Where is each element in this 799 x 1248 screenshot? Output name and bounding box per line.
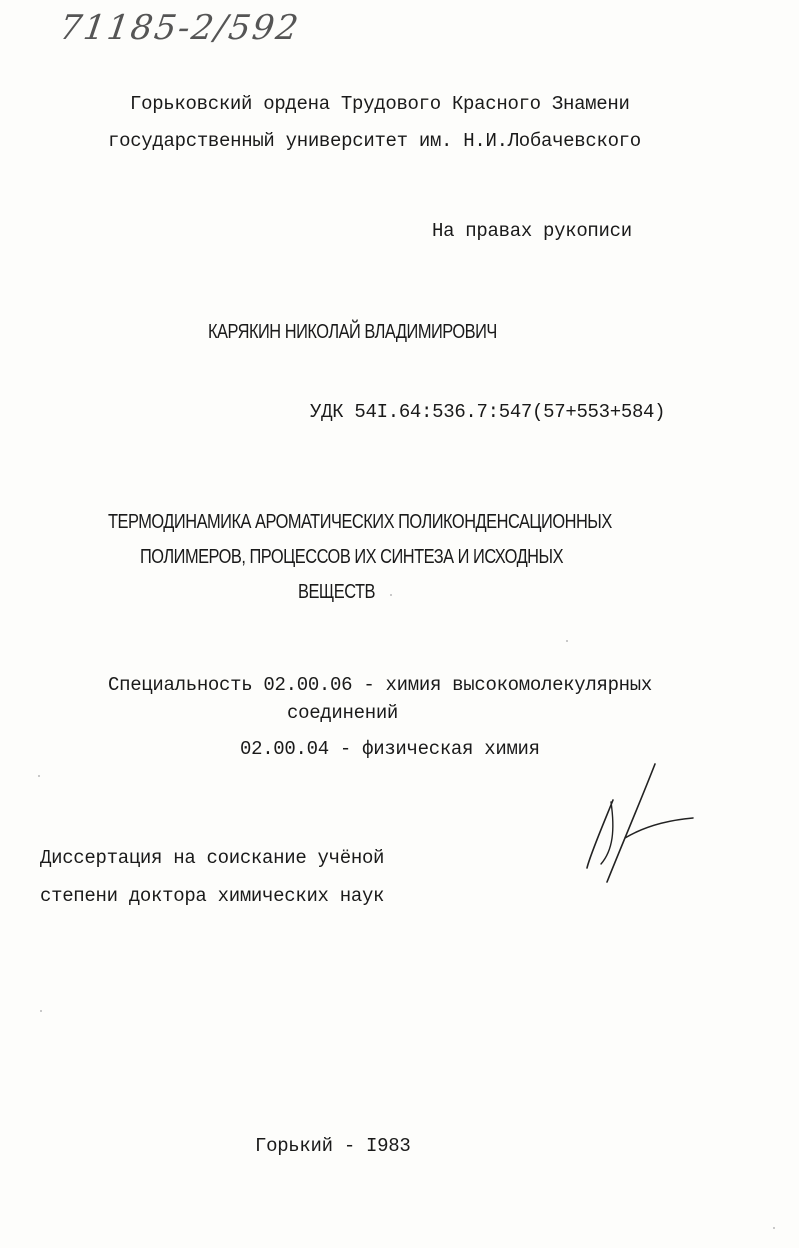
paper-speck: [40, 1010, 42, 1012]
title-line-2: ПОЛИМЕРОВ, ПРОЦЕССОВ ИХ СИНТЕЗА И ИСХОДНЫХ: [140, 546, 564, 568]
institution-line-2: государственный университет им. Н.И.Лобачевского: [108, 130, 641, 152]
paper-speck: [773, 1227, 775, 1229]
title-line-1: ТЕРМОДИНАМИКА АРОМАТИЧЕСКИХ ПОЛИКОНДЕНСАЦИОННЫХ: [108, 511, 612, 533]
manuscript-rights: На правах рукописи: [432, 220, 632, 242]
title-line-3: ВЕЩЕСТВ: [298, 581, 376, 603]
institution-line-1: Горьковский ордена Трудового Красного Знамени: [130, 93, 630, 115]
archive-number: 71185-2/592: [57, 8, 303, 48]
paper-speck: [38, 775, 40, 777]
udc-code: УДК 54I.64:536.7:547(57+553+584): [310, 401, 666, 423]
paper-speck: [566, 640, 568, 642]
paper-speck: [390, 594, 392, 596]
degree-line-2: степени доктора химических наук: [40, 885, 385, 907]
specialty-line-3: 02.00.04 - физическая химия: [240, 738, 540, 760]
degree-line-1: Диссертация на соискание учёной: [40, 847, 385, 869]
author-name: КАРЯКИН НИКОЛАЙ ВЛАДИМИРОВИЧ: [208, 321, 497, 343]
place-year: Горький - I983: [255, 1135, 411, 1157]
specialty-line-1: Специальность 02.00.06 - химия высокомолекулярных: [108, 674, 652, 696]
specialty-line-2: соединений: [287, 702, 399, 724]
signature-icon: [575, 760, 700, 885]
